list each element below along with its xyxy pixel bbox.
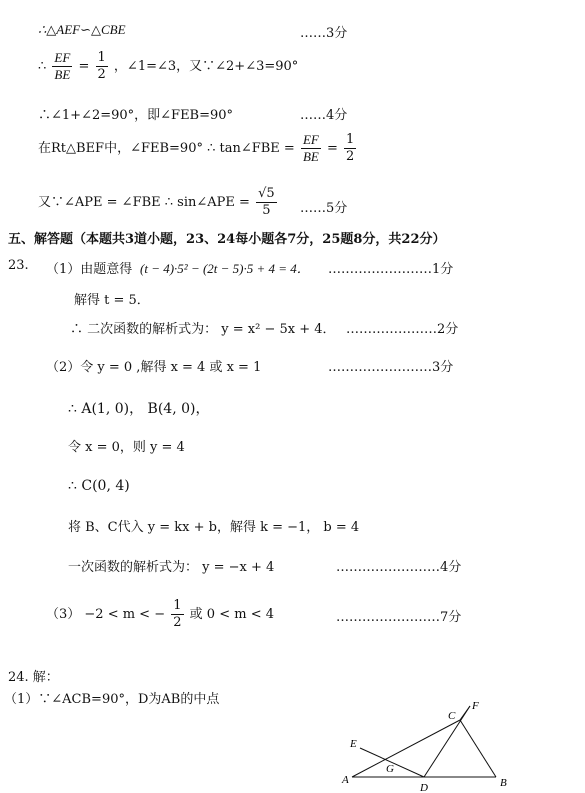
q23-part3: （3） −2 < m < − $\frac{1}{2}$ 或 0 < m < 4 xyxy=(46,598,274,630)
q23-quadratic: ∴ 二次函数的解析式为： y = x² − 5x + 4． xyxy=(70,322,336,337)
label-a: A xyxy=(342,774,349,786)
q23-part1-label: （1）由题意得 xyxy=(46,262,133,277)
proof-line-sin: 又∵∠APE = ∠FBE ∴ sin∠APE = $\frac{√5}{5}$ xyxy=(38,186,275,218)
section-heading: 五、解答题（本题共3道小题，23、24每小题各7分，25题8分，共22分） xyxy=(8,232,446,247)
fraction-sqrt5-5: $\frac{√5}{5}$ xyxy=(258,186,275,218)
proof-line-angle-feb: ∴∠1+∠2=90°，即∠FEB=90° xyxy=(38,108,234,123)
label-b: B xyxy=(500,777,507,789)
proof-line-similar: ∴△AEF∽△CBE xyxy=(38,22,126,37)
label-f: F xyxy=(472,700,479,712)
score-mark-4b: ……………………4分 xyxy=(336,560,462,575)
q23-part2-label: （2）令 y = 0 ,解得 x = 4 或 x = 1 xyxy=(46,360,262,375)
q23-solve-t: 解得 t = 5． xyxy=(74,293,150,308)
score-mark-3b: ……………………3分 xyxy=(328,360,454,375)
fraction-half-2: $\frac{1}{2}$ xyxy=(346,132,355,164)
label-g: G xyxy=(386,763,394,775)
label-d: D xyxy=(420,782,428,793)
segment-cb xyxy=(460,720,496,777)
proof-line-ratio: ∴ $\frac{EF}{BE}$ = $\frac{1}{2}$ ，∠1=∠3，又∵∠2+∠3=90° xyxy=(38,50,299,82)
proof-line-tan: 在Rt△BEF中，∠FEB=90° ∴ tan∠FBE = $\frac{EF}{BE}$ = $\frac{1}{2}$ xyxy=(38,132,355,164)
label-e: E xyxy=(350,738,357,750)
q24-part1: （1）∵∠ACB=90°，D为AB的中点 xyxy=(4,692,220,707)
q23-linear: 一次函数的解析式为： y = −x + 4 xyxy=(68,560,275,575)
q23-substitute: 将 B、C代入 y = kx + b，解得 k = −1， b = 4 xyxy=(68,520,360,535)
score-mark-3: ……3分 xyxy=(300,26,348,41)
score-mark-5: ……5分 xyxy=(300,201,348,216)
score-mark-1: ……………………1分 xyxy=(328,262,454,277)
label-c: C xyxy=(448,710,456,722)
q23-number: 23. xyxy=(8,258,29,273)
score-mark-2: …………………2分 xyxy=(346,322,459,337)
q23-points-ab: ∴ A(1, 0)， B(4, 0)， xyxy=(68,401,210,417)
fraction-ef-be: $\frac{EF}{BE}$ xyxy=(54,50,71,82)
fraction-half: $\frac{1}{2}$ xyxy=(97,50,106,82)
q23-let-x0: 令 x = 0，则 y = 4 xyxy=(68,440,185,455)
q23-point-c: ∴ C(0, 4) xyxy=(68,478,130,494)
segment-fd xyxy=(424,706,470,777)
geometry-figure xyxy=(336,698,516,793)
score-mark-7: ……………………7分 xyxy=(336,610,462,625)
fraction-half-3: $\frac{1}{2}$ xyxy=(173,598,182,630)
score-mark-4a: ……4分 xyxy=(300,108,348,123)
fraction-ef-be-2: $\frac{EF}{BE}$ xyxy=(302,132,319,164)
q24-number: 24. 解： xyxy=(8,670,59,685)
q23-part1-equation: (t − 4)·5² − (2t − 5)·5 + 4 = 4． xyxy=(140,261,310,276)
